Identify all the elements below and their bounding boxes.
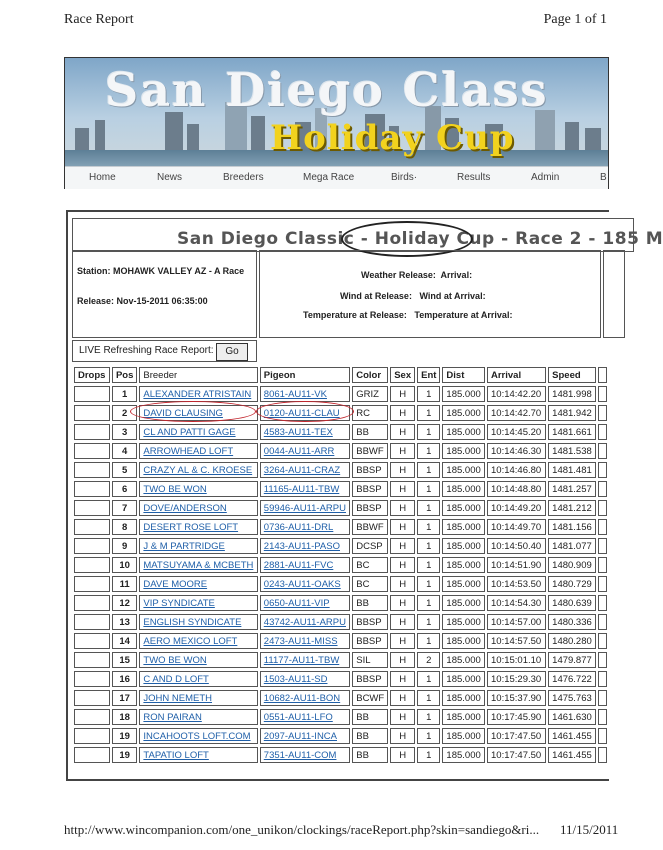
color-cell: BC	[352, 576, 388, 592]
pos-cell: 19	[112, 728, 137, 744]
pos-cell: 6	[112, 481, 137, 497]
breeder-link[interactable]: DESERT ROSE LOFT	[139, 519, 257, 535]
breeder-link[interactable]: CL AND PATTI GAGE	[139, 424, 257, 440]
dist-cell: 185.000	[442, 481, 485, 497]
cutoff-cell	[598, 557, 607, 573]
cutoff-cell	[598, 405, 607, 421]
breeder-link[interactable]: ARROWHEAD LOFT	[139, 443, 257, 459]
breeder-link[interactable]: CRAZY AL & C. KROESE	[139, 462, 257, 478]
cutoff-cell	[598, 614, 607, 630]
cutoff-cell	[598, 538, 607, 554]
temp-release-label: Temperature at Release:	[303, 310, 407, 320]
print-header-title: Race Report	[64, 12, 134, 27]
speed-cell: 1480.909	[548, 557, 596, 573]
col-arrival[interactable]: Arrival	[487, 367, 546, 383]
col-drops[interactable]: Drops	[74, 367, 110, 383]
speed-cell: 1481.156	[548, 519, 596, 535]
drops-cell	[74, 690, 110, 706]
ent-cell: 1	[417, 481, 440, 497]
drops-cell	[74, 424, 110, 440]
print-header-page: Page 1 of 1	[543, 12, 607, 27]
arrival-cell: 10:14:46.30	[487, 443, 546, 459]
cutoff-cell	[598, 443, 607, 459]
pos-cell: 2	[112, 405, 137, 421]
cutoff-cell	[598, 424, 607, 440]
ent-cell: 1	[417, 443, 440, 459]
site-banner	[64, 57, 609, 189]
speed-cell: 1461.455	[548, 747, 596, 763]
cutoff-cell	[598, 519, 607, 535]
drops-cell	[74, 443, 110, 459]
col-pigeon[interactable]: Pigeon	[260, 367, 350, 383]
arrival-cell: 10:14:53.50	[487, 576, 546, 592]
table-row	[74, 690, 607, 706]
ent-cell: 1	[417, 728, 440, 744]
color-cell: BBWF	[352, 519, 388, 535]
ent-cell: 1	[417, 614, 440, 630]
table-row	[74, 709, 607, 725]
speed-cell: 1461.455	[548, 728, 596, 744]
pigeon-link[interactable]: 2143-AU11-PASO	[260, 538, 350, 554]
sex-cell: H	[390, 576, 415, 592]
dist-cell: 185.000	[442, 709, 485, 725]
sex-cell: H	[390, 709, 415, 725]
drops-cell	[74, 709, 110, 725]
cutoff-cell	[598, 462, 607, 478]
banner-title: San Diego Class	[105, 63, 549, 117]
drops-cell	[74, 652, 110, 668]
sex-cell: H	[390, 595, 415, 611]
sex-cell: H	[390, 671, 415, 687]
drops-cell	[74, 576, 110, 592]
release-time: Release: Nov-15-2011 06:35:00	[77, 296, 208, 306]
breeder-link[interactable]: JOHN NEMETH	[139, 690, 257, 706]
drops-cell	[74, 595, 110, 611]
print-footer-date: 11/15/2011	[560, 822, 619, 837]
report-title: San Diego Classic - Holiday Cup - Race 2 - 185 M	[177, 229, 663, 249]
col-speed[interactable]: Speed	[548, 367, 596, 383]
pigeon-link[interactable]: 0044-AU11-ARR	[260, 443, 350, 459]
color-cell: BB	[352, 728, 388, 744]
speed-cell: 1461.630	[548, 709, 596, 725]
pos-cell: 9	[112, 538, 137, 554]
color-cell: BB	[352, 424, 388, 440]
sex-cell: H	[390, 519, 415, 535]
drops-cell	[74, 462, 110, 478]
color-cell: BB	[352, 709, 388, 725]
pigeon-link[interactable]: 0551-AU11-LFO	[260, 709, 350, 725]
arrival-cell: 10:14:57.50	[487, 633, 546, 649]
speed-cell: 1481.481	[548, 462, 596, 478]
cutoff-cell	[598, 386, 607, 402]
ent-cell: 1	[417, 557, 440, 573]
table-row	[74, 538, 607, 554]
arrival-cell: 10:14:57.00	[487, 614, 546, 630]
col-cutoff	[598, 367, 607, 383]
pos-cell: 17	[112, 690, 137, 706]
pigeon-link[interactable]: 0650-AU11-VIP	[260, 595, 350, 611]
color-cell: BBSP	[352, 671, 388, 687]
pos-cell: 14	[112, 633, 137, 649]
table-row	[74, 595, 607, 611]
breeder-link[interactable]: VIP SYNDICATE	[139, 595, 257, 611]
color-cell: BB	[352, 595, 388, 611]
breeder-link[interactable]: RON PAIRAN	[139, 709, 257, 725]
arrival-cell: 10:15:37.90	[487, 690, 546, 706]
breeder-link[interactable]: INCAHOOTS LOFT.COM	[139, 728, 257, 744]
pos-cell: 18	[112, 709, 137, 725]
drops-cell	[74, 386, 110, 402]
dist-cell: 185.000	[442, 500, 485, 516]
ent-cell: 1	[417, 709, 440, 725]
cutoff-cell	[598, 652, 607, 668]
temp-arrival-label: Temperature at Arrival:	[414, 310, 513, 320]
race-report	[66, 210, 663, 781]
speed-cell: 1481.212	[548, 500, 596, 516]
dist-cell: 185.000	[442, 652, 485, 668]
table-row	[74, 557, 607, 573]
speed-cell: 1480.336	[548, 614, 596, 630]
dist-cell: 185.000	[442, 576, 485, 592]
sex-cell: H	[390, 462, 415, 478]
drops-cell	[74, 557, 110, 573]
breeder-link[interactable]: MATSUYAMA & MCBETH	[139, 557, 257, 573]
ent-cell: 1	[417, 576, 440, 592]
dist-cell: 185.000	[442, 595, 485, 611]
weather-release-label: Weather Release:	[361, 270, 436, 280]
table-header-row	[74, 367, 607, 383]
pigeon-link[interactable]: 4583-AU11-TEX	[260, 424, 350, 440]
arrival-cell: 10:17:47.50	[487, 747, 546, 763]
col-sex[interactable]: Sex	[390, 367, 415, 383]
pos-cell: 8	[112, 519, 137, 535]
wind-arrival-label: Wind at Arrival:	[419, 291, 486, 301]
pos-cell: 13	[112, 614, 137, 630]
table-row	[74, 462, 607, 478]
cutoff-cell	[598, 576, 607, 592]
nav-birds[interactable]: Birds·	[391, 172, 418, 183]
dist-cell: 185.000	[442, 690, 485, 706]
arrival-cell: 10:14:45.20	[487, 424, 546, 440]
ent-cell: 1	[417, 386, 440, 402]
dist-cell: 185.000	[442, 424, 485, 440]
arrival-cell: 10:17:45.90	[487, 709, 546, 725]
pos-cell: 3	[112, 424, 137, 440]
sex-cell: H	[390, 386, 415, 402]
pos-cell: 12	[112, 595, 137, 611]
dist-cell: 185.000	[442, 557, 485, 573]
cutoff-cell	[598, 481, 607, 497]
dist-cell: 185.000	[442, 747, 485, 763]
dist-cell: 185.000	[442, 405, 485, 421]
table-row	[74, 500, 607, 516]
cutoff-cell	[598, 500, 607, 516]
color-cell: DCSP	[352, 538, 388, 554]
arrival-cell: 10:14:42.70	[487, 405, 546, 421]
color-cell: BBSP	[352, 481, 388, 497]
cutoff-cell	[598, 595, 607, 611]
pigeon-link[interactable]: 11177-AU11-TBW	[260, 652, 350, 668]
pigeon-link[interactable]: 7351-AU11-COM	[260, 747, 350, 763]
arrival-cell: 10:14:42.20	[487, 386, 546, 402]
red-circle-breeder-annotation	[130, 401, 256, 422]
col-breeder[interactable]: Breeder	[139, 367, 257, 383]
table-row	[74, 481, 607, 497]
table-row	[74, 671, 607, 687]
color-cell: BBSP	[352, 500, 388, 516]
drops-cell	[74, 614, 110, 630]
sex-cell: H	[390, 443, 415, 459]
nav-results[interactable]: Results	[457, 172, 491, 183]
col-color[interactable]: Color	[352, 367, 388, 383]
pigeon-link[interactable]: 59946-AU11-ARPU	[260, 500, 350, 516]
ent-cell: 2	[417, 652, 440, 668]
nav-bar	[65, 166, 608, 189]
table-row	[74, 443, 607, 459]
arrival-cell: 10:14:51.90	[487, 557, 546, 573]
cut-off-info-box	[603, 250, 625, 338]
nav-admin[interactable]: Admin	[531, 172, 560, 183]
breeder-link[interactable]: DOVE/ANDERSON	[139, 500, 257, 516]
dist-cell: 185.000	[442, 538, 485, 554]
ent-cell: 1	[417, 690, 440, 706]
pigeon-link[interactable]: 2097-AU11-INCA	[260, 728, 350, 744]
breeder-link[interactable]: DAVID CLAUSING	[139, 405, 257, 421]
sex-cell: H	[390, 481, 415, 497]
dist-cell: 185.000	[442, 728, 485, 744]
color-cell: SIL	[352, 652, 388, 668]
pigeon-link[interactable]: 2473-AU11-MISS	[260, 633, 350, 649]
table-row	[74, 576, 607, 592]
print-footer-url: http://www.wincompanion.com/one_unikon/clockings/raceReport.php?skin=sandiego&ri...	[64, 822, 540, 837]
speed-cell: 1481.538	[548, 443, 596, 459]
breeder-link[interactable]: TAPATIO LOFT	[139, 747, 257, 763]
pigeon-link[interactable]: 1503-AU11-SD	[260, 671, 350, 687]
ent-cell: 1	[417, 633, 440, 649]
pos-cell: 1	[112, 386, 137, 402]
sex-cell: H	[390, 405, 415, 421]
drops-cell	[74, 538, 110, 554]
col-dist[interactable]: Dist	[442, 367, 485, 383]
table-row	[74, 728, 607, 744]
sex-cell: H	[390, 728, 415, 744]
ent-cell: 1	[417, 595, 440, 611]
sex-cell: H	[390, 500, 415, 516]
breeder-link[interactable]: J & M PARTRIDGE	[139, 538, 257, 554]
pigeon-link[interactable]: 3264-AU11-CRAZ	[260, 462, 350, 478]
pos-cell: 11	[112, 576, 137, 592]
pos-cell: 7	[112, 500, 137, 516]
red-circle-pigeon-annotation	[256, 401, 354, 422]
dist-cell: 185.000	[442, 633, 485, 649]
ent-cell: 1	[417, 424, 440, 440]
table-row	[74, 614, 607, 630]
breeder-link[interactable]: ALEXANDER ATRISTAIN	[139, 386, 257, 402]
pos-cell: 19	[112, 747, 137, 763]
table-row	[74, 424, 607, 440]
speed-cell: 1475.763	[548, 690, 596, 706]
dist-cell: 185.000	[442, 386, 485, 402]
col-ent[interactable]: Ent	[417, 367, 440, 383]
pigeon-link[interactable]: 0120-AU11-CLAU	[260, 405, 350, 421]
ent-cell: 1	[417, 405, 440, 421]
speed-cell: 1479.877	[548, 652, 596, 668]
nav-more[interactable]: B	[600, 172, 607, 183]
table-row	[74, 652, 607, 668]
pos-cell: 4	[112, 443, 137, 459]
col-pos[interactable]: Pos	[112, 367, 137, 383]
arrival-cell: 10:14:49.70	[487, 519, 546, 535]
pigeon-link[interactable]: 2881-AU11-FVC	[260, 557, 350, 573]
breeder-link[interactable]: TWO BE WON	[139, 652, 257, 668]
speed-cell: 1480.280	[548, 633, 596, 649]
table-row	[74, 633, 607, 649]
banner-subtitle: Holiday Cup	[270, 118, 515, 158]
drops-cell	[74, 500, 110, 516]
color-cell: BBWF	[352, 443, 388, 459]
nav-mega-race[interactable]: Mega Race	[303, 172, 355, 183]
nav-news[interactable]: News	[157, 172, 183, 183]
speed-cell: 1480.639	[548, 595, 596, 611]
arrival-cell: 10:14:50.40	[487, 538, 546, 554]
weather-info	[259, 250, 601, 338]
speed-cell: 1476.722	[548, 671, 596, 687]
drops-cell	[74, 747, 110, 763]
color-cell: BBSP	[352, 633, 388, 649]
drops-cell	[74, 671, 110, 687]
drops-cell	[74, 519, 110, 535]
report-title-box	[72, 218, 663, 252]
ent-cell: 1	[417, 519, 440, 535]
speed-cell: 1481.077	[548, 538, 596, 554]
results-table	[72, 364, 609, 766]
pos-cell: 15	[112, 652, 137, 668]
wind-release-label: Wind at Release:	[340, 291, 412, 301]
breeder-link[interactable]: AERO MEXICO LOFT	[139, 633, 257, 649]
arrival-cell: 10:15:29.30	[487, 671, 546, 687]
sex-cell: H	[390, 633, 415, 649]
table-row	[74, 386, 607, 402]
table-row	[74, 519, 607, 535]
pigeon-link[interactable]: 43742-AU11-ARPU	[260, 614, 350, 630]
dist-cell: 185.000	[442, 671, 485, 687]
pos-cell: 16	[112, 671, 137, 687]
pos-cell: 10	[112, 557, 137, 573]
breeder-link[interactable]: C AND D LOFT	[139, 671, 257, 687]
sex-cell: H	[390, 690, 415, 706]
live-refresh-label: LIVE Refreshing Race Report:	[79, 345, 214, 356]
arrival-cell: 10:14:54.30	[487, 595, 546, 611]
arrival-cell: 10:17:47.50	[487, 728, 546, 744]
pigeon-link[interactable]: 11165-AU11-TBW	[260, 481, 350, 497]
color-cell: BC	[352, 557, 388, 573]
sex-cell: H	[390, 614, 415, 630]
color-cell: GRIZ	[352, 386, 388, 402]
breeder-link[interactable]: TWO BE WON	[139, 481, 257, 497]
pigeon-link[interactable]: 0243-AU11-OAKS	[260, 576, 350, 592]
drops-cell	[74, 633, 110, 649]
color-cell: RC	[352, 405, 388, 421]
ent-cell: 1	[417, 671, 440, 687]
arrival-cell: 10:14:48.80	[487, 481, 546, 497]
pos-cell: 5	[112, 462, 137, 478]
breeder-link[interactable]: ENGLISH SYNDICATE	[139, 614, 257, 630]
arrival-cell: 10:14:46.80	[487, 462, 546, 478]
breeder-link[interactable]: DAVE MOORE	[139, 576, 257, 592]
cutoff-cell	[598, 709, 607, 725]
color-cell: BB	[352, 747, 388, 763]
ent-cell: 1	[417, 747, 440, 763]
sex-cell: H	[390, 538, 415, 554]
color-cell: BCWF	[352, 690, 388, 706]
arrival-cell: 10:14:49.20	[487, 500, 546, 516]
ent-cell: 1	[417, 538, 440, 554]
station-info	[72, 250, 257, 338]
nav-breeders[interactable]: Breeders	[223, 172, 264, 183]
cutoff-cell	[598, 671, 607, 687]
drops-cell	[74, 405, 110, 421]
arrival-label: Arrival:	[440, 270, 473, 280]
drops-cell	[74, 481, 110, 497]
ent-cell: 1	[417, 462, 440, 478]
nav-home[interactable]: Home	[89, 172, 116, 183]
ent-cell: 1	[417, 500, 440, 516]
table-row	[74, 747, 607, 763]
speed-cell: 1481.661	[548, 424, 596, 440]
arrival-cell: 10:15:01.10	[487, 652, 546, 668]
dist-cell: 185.000	[442, 443, 485, 459]
cutoff-cell	[598, 690, 607, 706]
drops-cell	[74, 728, 110, 744]
go-button[interactable]: Go	[216, 343, 248, 361]
dist-cell: 185.000	[442, 614, 485, 630]
color-cell: BBSP	[352, 462, 388, 478]
sex-cell: H	[390, 557, 415, 573]
pigeon-link[interactable]: 8061-AU11-VK	[260, 386, 350, 402]
speed-cell: 1480.729	[548, 576, 596, 592]
sex-cell: H	[390, 424, 415, 440]
cutoff-cell	[598, 747, 607, 763]
dist-cell: 185.000	[442, 462, 485, 478]
speed-cell: 1481.257	[548, 481, 596, 497]
pigeon-link[interactable]: 10682-AU11-BON	[260, 690, 350, 706]
cutoff-cell	[598, 633, 607, 649]
sex-cell: H	[390, 747, 415, 763]
speed-cell: 1481.998	[548, 386, 596, 402]
station-name: Station: MOHAWK VALLEY AZ - A Race	[77, 266, 245, 276]
pigeon-link[interactable]: 0736-AU11-DRL	[260, 519, 350, 535]
cutoff-cell	[598, 728, 607, 744]
speed-cell: 1481.942	[548, 405, 596, 421]
sex-cell: H	[390, 652, 415, 668]
color-cell: BBSP	[352, 614, 388, 630]
dist-cell: 185.000	[442, 519, 485, 535]
